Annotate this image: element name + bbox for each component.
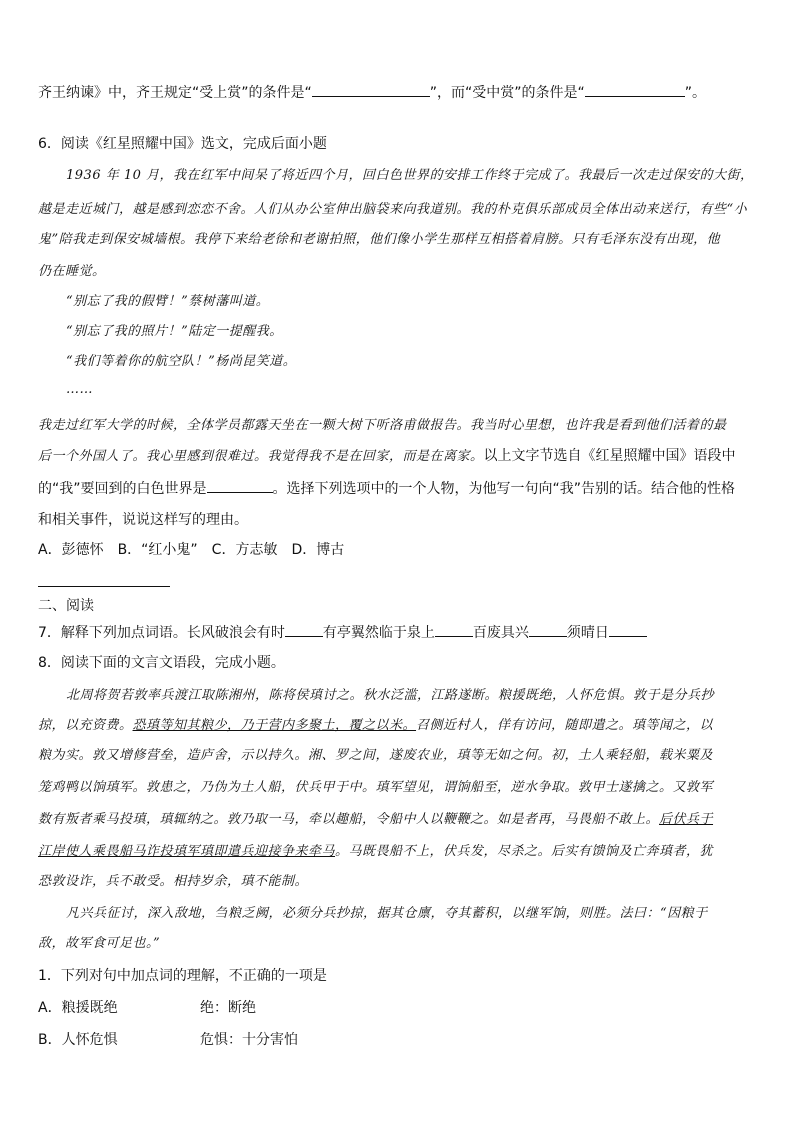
question-line <box>38 478 735 499</box>
text: 百废具兴 <box>472 625 529 641</box>
classical-line: 凡兴兵征讨，深入敌地，刍粮乏阙，必须分兵抄掠，据其仓廪，夺其蓄积，以继军饷，则胜。法曰：“因粮于 <box>66 906 708 921</box>
option-a-meaning: 绝：断绝 <box>200 1000 256 1016</box>
text: 有亭翼然临于泉上 <box>322 625 435 641</box>
answer-blank[interactable] <box>435 622 473 637</box>
section-divider <box>38 586 170 587</box>
answer-blank[interactable] <box>529 622 567 637</box>
underlined-sentence: 江岸使人乘畏船马诈投瑱军瑱即遣兵迎接争来牵马 <box>38 844 336 859</box>
answer-blank[interactable] <box>285 622 323 637</box>
answer-blank[interactable] <box>312 82 430 97</box>
passage-line <box>38 446 736 467</box>
text: 以上文字节选自《红星照耀中国》语段中 <box>483 448 736 464</box>
question-8-title: 8．阅读下面的文言文语段，完成小题。 <box>38 655 285 671</box>
text: 。马既畏船不上，伏兵发，尽杀之。后实有馈饷及亡奔瑱者，犹 <box>335 844 714 859</box>
classical-line: 北周将贺若敦率兵渡江取陈湘州，陈将侯瑱讨之。秋水泛滥，江路遂断。粮援既绝，人怀危惧。敦于是分兵抄 <box>66 688 715 703</box>
answer-options: A．彭德怀 B．“红小鬼” C．方志敏 D．博古 <box>38 542 345 558</box>
classical-line: 恐敦设诈，兵不敢受。相持岁余，瑱不能制。 <box>38 874 309 889</box>
question-7 <box>38 622 647 643</box>
quote-line: “别忘了我的假臂！”蔡树藩叫道。 <box>66 294 270 309</box>
question-line: 和相关事件，说说这样写的理由。 <box>38 512 248 528</box>
option-a-phrase: A．粮援既绝 <box>38 1000 118 1016</box>
text: 数有叛者乘马投瑱，瑱辄纳之。敦乃取一马，牵以趣船，令船中人以鞭鞭之。如是者再，马畏船不敢上。 <box>38 812 660 827</box>
answer-blank[interactable] <box>585 82 685 97</box>
classical-line: 笼鸡鸭以饷瑱军。敦患之，乃伪为土人船，伏兵甲于中。瑱军望见，谓饷船至，逆水争取。敦甲士遂擒之。又敦军 <box>38 780 714 795</box>
ellipsis: …… <box>66 382 93 397</box>
passage-line: 1936 年 10 月，我在红军中间呆了将近四个月，回白色世界的安排工作终于完成了。我最后一次走过保安的大街， <box>66 168 754 183</box>
classical-line <box>38 810 713 830</box>
text: 掠，以充资费。 <box>38 718 133 733</box>
text: ”，而“受中赏”的条件是“ <box>429 85 585 101</box>
text: 须晴日 <box>566 625 609 641</box>
continuation-line <box>38 82 706 103</box>
classical-line: 敌，故军食可足也。” <box>38 936 161 951</box>
answer-blank[interactable] <box>207 478 273 493</box>
passage-line: 鬼”陪我走到保安城墙根。我停下来给老徐和老谢拍照，他们像小学生那样互相搭着肩膀。只有毛泽东没有出现，他 <box>38 232 721 247</box>
quote-line: “我们等着你的航空队！”杨尚昆笑道。 <box>66 354 297 369</box>
classical-line: 粮为实。敦又增修营垒，造庐舍，示以持久。湘、罗之间，遂废农业，瑱等无如之何。初，土人乘轻船，载米粟及 <box>38 748 714 763</box>
text: 的“我”要回到的白色世界是 <box>38 481 207 497</box>
option-b-meaning: 危惧：十分害怕 <box>200 1032 298 1048</box>
section-heading: 二、阅读 <box>38 598 94 614</box>
underlined-sentence: 后伏兵于 <box>659 812 714 827</box>
question-6-title: 6．阅读《红星照耀中国》选文，完成后面小题 <box>38 136 327 152</box>
classical-line <box>38 716 713 736</box>
text: 长风破浪会有时 <box>186 625 285 641</box>
text: 后一个外国人了。我心里感到很难过。我觉得我不是在回家，而是在离家。 <box>38 449 484 464</box>
text: 召侧近村人，佯有访问，随即遣之。瑱等闻之，以 <box>416 718 714 733</box>
classical-line <box>38 842 713 862</box>
passage-line: 越是走近城门，越是感到恋恋不舍。人们从办公室伸出脑袋来向我道别。我的朴克俱乐部成员全体出动来送行，有些“小 <box>38 202 748 217</box>
text: 。选择下列选项中的一个人物，为他写一句向“我”告别的话。结合他的性格 <box>272 481 736 497</box>
underlined-sentence: 恐瑱等知其粮少，乃于营内多聚土，覆之以米。 <box>132 718 417 733</box>
text: 齐王纳谏》中，齐王规定“受上赏”的条件是“ <box>38 85 312 101</box>
text: 7．解释下列加点词语。 <box>38 625 187 641</box>
passage-line: 我走过红军大学的时候，全体学员都露天坐在一颗大树下听洛甫做报告。我当时心里想，也许我是看到他们活着的最 <box>38 418 727 433</box>
text: ”。 <box>684 85 707 101</box>
option-b-phrase: B．人怀危惧 <box>38 1032 118 1048</box>
sub-question-1: 1．下列对句中加点词的理解，不正确的一项是 <box>38 968 327 984</box>
passage-line: 仍在睡觉。 <box>38 264 106 279</box>
quote-line: “别忘了我的照片！”陆定一提醒我。 <box>66 324 283 339</box>
answer-blank[interactable] <box>609 622 647 637</box>
